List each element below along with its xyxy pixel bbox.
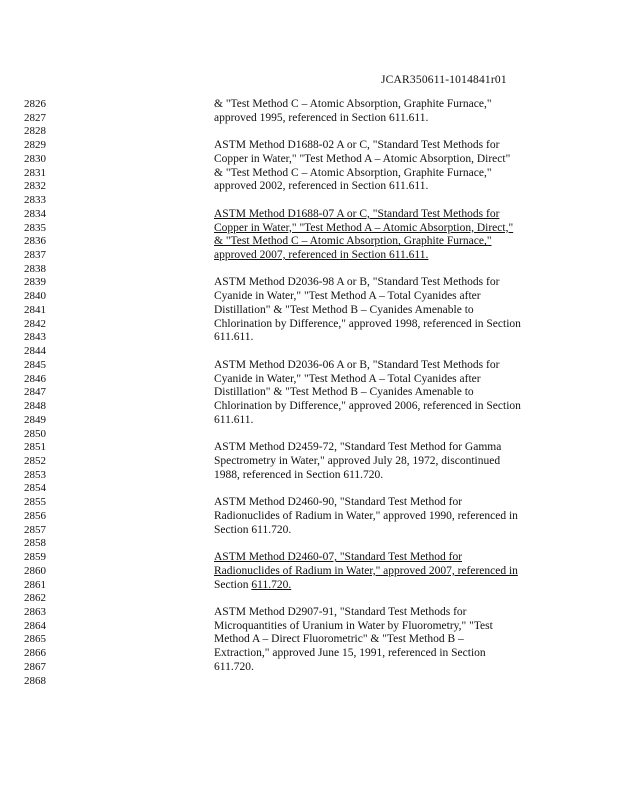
text-line — [0, 208, 618, 222]
inserted-text: ASTM Method D1688-07 A or C, "Standard Test Methods for — [214, 207, 500, 220]
line-number: 2865 — [24, 633, 46, 646]
line-number: 2843 — [24, 331, 46, 344]
text-line — [0, 633, 618, 647]
line-number: 2829 — [24, 139, 46, 152]
line-text: Extraction," approved June 15, 1991, referenced in Section — [214, 647, 486, 660]
text-line — [0, 482, 618, 496]
text-line — [0, 455, 618, 469]
line-text: & "Test Method C – Atomic Absorption, Graphite Furnace," — [214, 166, 492, 179]
line-text: Microquantities of Uranium in Water by Fluorometry," "Test — [214, 619, 493, 632]
line-text: 1988, referenced in Section 611.720. — [214, 468, 384, 481]
line-number: 2836 — [24, 235, 46, 248]
text-line — [0, 222, 618, 236]
line-text: Cyanide in Water," "Test Method A – Total Cyanides after — [214, 372, 481, 385]
text-line — [0, 606, 618, 620]
line-number: 2837 — [24, 249, 46, 262]
text-line — [0, 400, 618, 414]
text-line — [0, 496, 618, 510]
line-text: ASTM Method D1688-02 A or C, "Standard Test Methods for — [214, 139, 500, 152]
line-number: 2868 — [24, 674, 46, 687]
line-text: Cyanide in Water," "Test Method A – Total Cyanides after — [214, 290, 481, 303]
line-number: 2838 — [24, 262, 46, 275]
line-text: Section 611.720. — [214, 523, 292, 536]
line-text: Spectrometry in Water," approved July 28, 1972, discontinued — [214, 454, 501, 467]
text-line — [0, 386, 618, 400]
line-number: 2855 — [24, 496, 46, 509]
line-text: Chlorination by Difference," approved 2006, referenced in Section — [214, 400, 521, 413]
text-line — [0, 579, 618, 593]
text-line — [0, 647, 618, 661]
line-number: 2845 — [24, 358, 46, 371]
text-line — [0, 112, 618, 126]
line-number: 2854 — [24, 482, 46, 495]
document-id: JCAR350611-1014841r01 — [381, 74, 507, 86]
line-text: ASTM Method D2036-98 A or B, "Standard Test Methods for — [214, 276, 500, 289]
text-line — [0, 304, 618, 318]
line-number: 2866 — [24, 647, 46, 660]
line-number: 2833 — [24, 194, 46, 207]
text-line — [0, 565, 618, 579]
line-number: 2844 — [24, 345, 46, 358]
line-text: approved 2002, referenced in Section 611.611. — [214, 180, 429, 193]
line-number: 2859 — [24, 551, 46, 564]
text-line — [0, 428, 618, 442]
text-line — [0, 551, 618, 565]
line-text: ASTM Method D2907-91, "Standard Test Methods for — [214, 606, 467, 618]
text-line — [0, 331, 618, 345]
line-number: 2830 — [24, 152, 46, 165]
line-number: 2847 — [24, 386, 46, 399]
line-text: 611.720. — [214, 660, 254, 673]
text-line — [0, 249, 618, 263]
line-number: 2848 — [24, 400, 46, 413]
line-number: 2826 — [24, 98, 46, 110]
text-line — [0, 661, 618, 675]
line-text: & "Test Method C – Atomic Absorption, Graphite Furnace," — [214, 98, 492, 110]
text-line — [0, 414, 618, 428]
text-line — [0, 167, 618, 181]
line-text: 611.611. — [214, 413, 254, 426]
line-number: 2831 — [24, 166, 46, 179]
text-line — [0, 441, 618, 455]
text-line — [0, 139, 618, 153]
text-line — [0, 345, 618, 359]
line-number: 2840 — [24, 290, 46, 303]
text-line — [0, 510, 618, 524]
text-line — [0, 318, 618, 332]
line-text: Chlorination by Difference," approved 1998, referenced in Section — [214, 317, 521, 330]
line-text: approved 1995, referenced in Section 611.611. — [214, 111, 429, 124]
line-text: ASTM Method D2460-90, "Standard Test Method for — [214, 496, 463, 509]
line-number: 2867 — [24, 660, 46, 673]
text-line — [0, 675, 618, 689]
line-number: 2857 — [24, 523, 46, 536]
text-line — [0, 263, 618, 277]
text-line — [0, 537, 618, 551]
text-line — [0, 194, 618, 208]
line-number: 2858 — [24, 537, 46, 550]
inserted-text: approved 2007, referenced in Section 611.611. — [214, 249, 429, 262]
text-line — [0, 290, 618, 304]
line-number: 2850 — [24, 427, 46, 440]
inserted-text: Copper in Water," "Test Method A – Atomic Absorption, Direct," — [214, 221, 514, 234]
line-number: 2835 — [24, 221, 46, 234]
line-number: 2864 — [24, 619, 46, 632]
inserted-text: ASTM Method D2460-07, "Standard Test Method for — [214, 551, 463, 564]
text-line — [0, 620, 618, 634]
line-text: Method A – Direct Fluorometric" & "Test Method B – — [214, 633, 464, 646]
line-number: 2862 — [24, 592, 46, 605]
line-number: 2828 — [24, 125, 46, 138]
text-line — [0, 235, 618, 249]
line-number: 2849 — [24, 413, 46, 426]
inserted-text: Radionuclides of Radium in Water," approved 2007, referenced in — [214, 564, 518, 577]
line-text: Distillation" & "Test Method B – Cyanides Amenable to — [214, 303, 474, 316]
line-text: ASTM Method D2036-06 A or B, "Standard Test Methods for — [214, 358, 500, 371]
text-line — [0, 524, 618, 538]
line-text: 611.611. — [214, 331, 254, 344]
text-line — [0, 276, 618, 290]
line-text: Section 611.720. — [214, 578, 292, 591]
line-text: Radionuclides of Radium in Water," approved 1990, referenced in — [214, 509, 518, 522]
text-line — [0, 153, 618, 167]
text-line — [0, 469, 618, 483]
text-line — [0, 180, 618, 194]
line-number: 2846 — [24, 372, 46, 385]
text-line — [0, 373, 618, 387]
line-number: 2863 — [24, 606, 46, 618]
line-number: 2856 — [24, 509, 46, 522]
line-number: 2839 — [24, 276, 46, 289]
line-number: 2860 — [24, 564, 46, 577]
line-text: Distillation" & "Test Method B – Cyanides Amenable to — [214, 386, 474, 399]
inserted-text: & "Test Method C – Atomic Absorption, Graphite Furnace," — [214, 235, 492, 248]
line-number: 2842 — [24, 317, 46, 330]
line-text: Copper in Water," "Test Method A – Atomic Absorption, Direct" — [214, 152, 511, 165]
text-line — [0, 592, 618, 606]
text-line — [0, 125, 618, 139]
text-line — [0, 98, 618, 112]
line-number: 2841 — [24, 303, 46, 316]
inserted-text: 611.720. — [251, 578, 292, 591]
line-number: 2861 — [24, 578, 46, 591]
line-number: 2853 — [24, 468, 46, 481]
line-text: ASTM Method D2459-72, "Standard Test Method for Gamma — [214, 441, 502, 454]
line-number: 2834 — [24, 207, 46, 220]
line-number: 2852 — [24, 454, 46, 467]
text-line — [0, 359, 618, 373]
line-number: 2851 — [24, 441, 46, 454]
line-number: 2827 — [24, 111, 46, 124]
line-number: 2832 — [24, 180, 46, 193]
